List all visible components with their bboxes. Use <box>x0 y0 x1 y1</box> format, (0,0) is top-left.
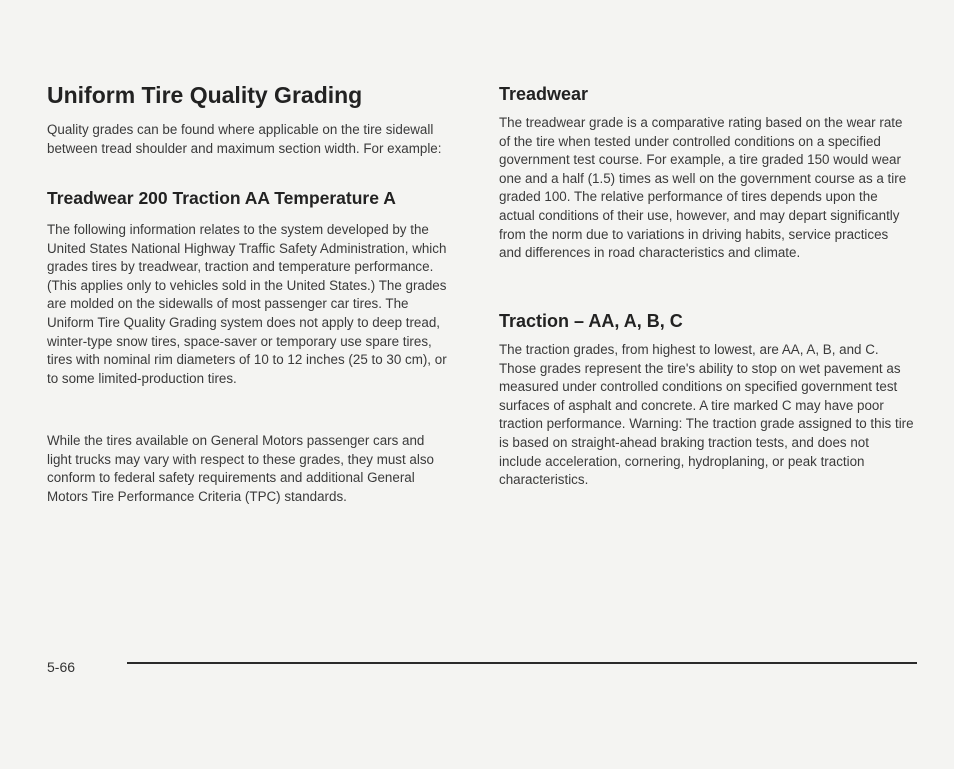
traction-heading: Traction – AA, A, B, C <box>499 311 683 331</box>
main-heading: Uniform Tire Quality Grading <box>47 82 363 108</box>
traction-paragraph: The traction grades, from highest to lowest, are AA, A, B, and C. Those grades represent the tire's ability to stop on wet pavement as measured under controlled conditions on specified government test surfaces of asphalt and concrete. A tire marked C may have poor traction performance. Warning: The traction grade assigned to this tire is based on straight-ahead braking traction tests, and does not include acceleration, cornering, hydroplaning, or peak traction characteristics. <box>499 342 914 488</box>
footer-rule <box>127 662 917 664</box>
gm-standards-paragraph: While the tires available on General Motors passenger cars and light trucks may vary with respect to these grades, they must also conform to federal safety requirements and additional General Motors Tire Performance Criteria (TPC) standards. <box>47 433 435 504</box>
intro-paragraph: Quality grades can be found where applicable on the tire sidewall between tread shoulder and maximum section width. For example: <box>47 122 442 156</box>
example-heading: Treadwear 200 Traction AA Temperature A <box>47 188 396 208</box>
page-number: 5-66 <box>47 659 76 675</box>
system-info-paragraph: The following information relates to the system developed by the United States National Highway Traffic Safety Administration, which grades tires by treadwear, traction and temperature performance. (This applies only to vehicles sold in the United States.) The grades are molded on the sidewalls of most passenger car tires. The Uniform Tire Quality Grading system does not apply to deep tread, winter-type snow tires, space-saver or temporary use spare tires, tires with nominal rim diameters of 10 to 12 inches (25 to 30 cm), or to some limited-production tires. <box>47 222 447 386</box>
treadwear-paragraph: The treadwear grade is a comparative rating based on the wear rate of the tire when tested under controlled conditions on a specified government test course. For example, a tire graded 150 would wear one and a half (1.5) times as well on the government course as a tire graded 100. The relative performance of tires depends upon the actual conditions of their use, however, and may depart significantly from the norm due to variations in driving habits, service practices and differences in road characteristics and climate. <box>499 115 907 261</box>
treadwear-heading: Treadwear <box>499 84 589 104</box>
